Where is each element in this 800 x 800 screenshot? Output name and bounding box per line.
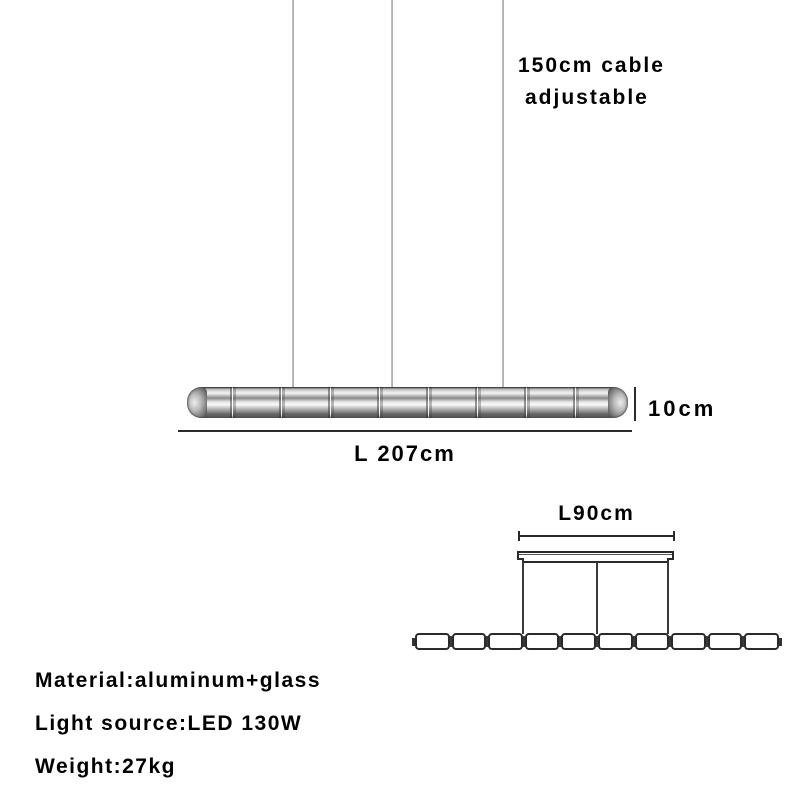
cable-note-line1: 150cm cable <box>518 54 665 77</box>
drawing-bar-segment <box>671 633 706 650</box>
drawing-rod-left <box>522 562 524 634</box>
drawing-bar-segment <box>561 633 596 650</box>
drawing-bar-segments <box>415 633 779 650</box>
drawing-bar-segment <box>415 633 450 650</box>
spec-list <box>35 668 321 779</box>
cable-length-note <box>518 50 665 114</box>
drawing-width-label: L90cm <box>558 502 635 525</box>
bar-end-cap-right <box>608 387 628 418</box>
drawing-bar-segment <box>598 633 633 650</box>
drawing-bar-segment <box>525 633 560 650</box>
spec-material: Material:aluminum+glass <box>35 669 321 692</box>
drawing-dimension-line <box>518 535 675 537</box>
spec-light-source: Light source:LED 130W <box>35 712 303 735</box>
drawing-bar-segment <box>635 633 670 650</box>
suspension-cable-left <box>292 0 294 389</box>
suspension-cable-middle <box>391 0 393 389</box>
drawing-bar-segment <box>744 633 779 650</box>
cable-note-line2: adjustable <box>525 86 649 109</box>
drawing-rod-middle <box>596 562 598 634</box>
height-dimension-tick <box>634 387 636 421</box>
bar-end-cap-left <box>187 387 207 418</box>
drawing-bar-segment <box>708 633 743 650</box>
drawing-bar-segment <box>452 633 487 650</box>
height-dimension-label: 10cm <box>648 396 717 421</box>
length-dimension-label: L 207cm <box>354 441 456 466</box>
suspension-cable-right <box>502 0 504 389</box>
length-dimension-line <box>178 430 632 432</box>
ceiling-canopy <box>517 551 674 560</box>
drawing-rod-right <box>667 562 669 634</box>
drawing-bar-segment <box>488 633 523 650</box>
spec-weight: Weight:27kg <box>35 755 176 778</box>
pendant-light-bar <box>187 387 628 418</box>
